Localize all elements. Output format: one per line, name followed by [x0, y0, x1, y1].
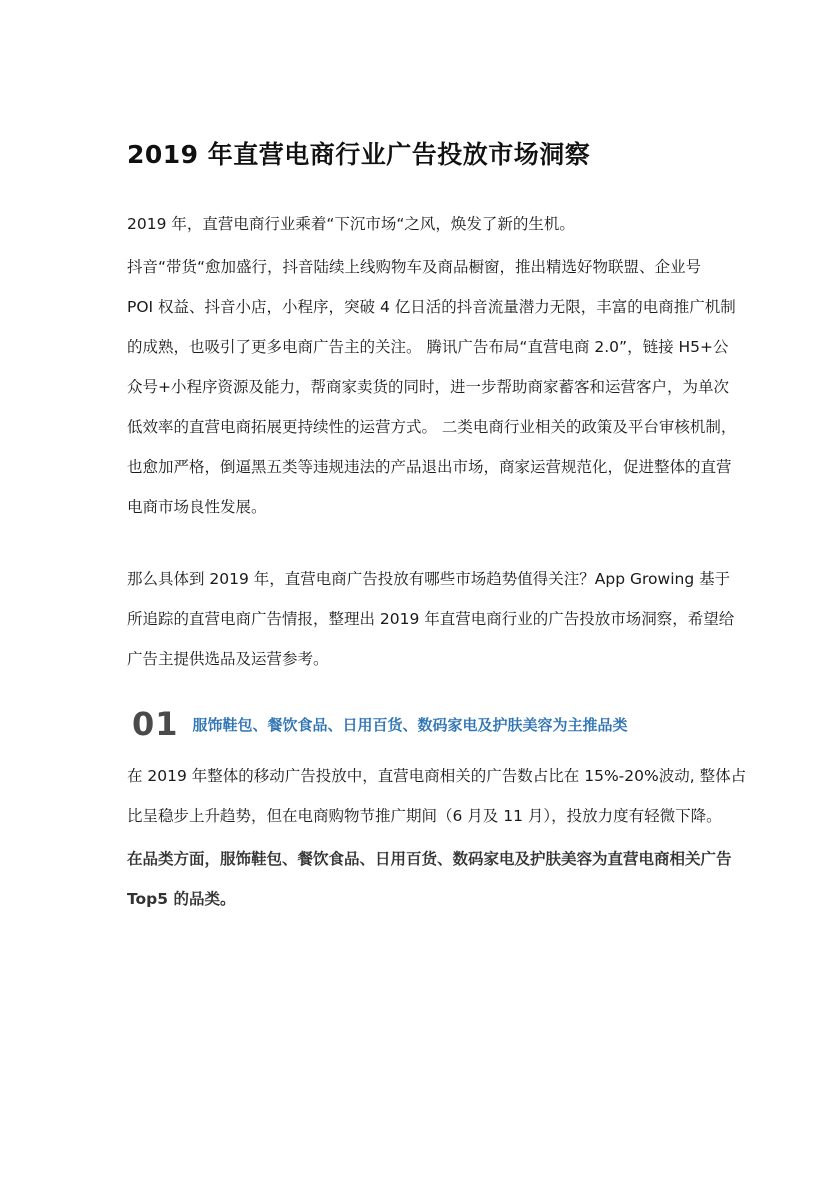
paragraph-line: 比呈稳步上升趋势，但在电商购物节推广期间（6 月及 11 月），投放力度有轻微下降。 [127, 807, 722, 825]
section-heading [132, 700, 628, 748]
paragraph-line: Top5 的品类。 [127, 890, 236, 908]
paragraph-line: 在品类方面，服饰鞋包、餐饮食品、日用百货、数码家电及护肤美容为直营电商相关广告 [127, 850, 732, 868]
paragraph-line: 广告主提供选品及运营参考。 [127, 650, 329, 668]
page-title: 2019 年直营电商行业广告投放市场洞察 [127, 140, 591, 169]
paragraph-line: 电商市场良性发展。 [127, 498, 267, 516]
section-title: 服饰鞋包、餐饮食品、日用百货、数码家电及护肤美容为主推品类 [192, 715, 628, 734]
paragraph-line: 的成熟，也吸引了更多电商广告主的关注。 腾讯广告布局“直营电商 2.0”，链接 H5+公 [127, 338, 729, 356]
paragraph-line: 低效率的直营电商拓展更持续性的运营方式。 二类电商行业相关的政策及平台审核机制， [127, 418, 737, 436]
paragraph-app-growing [127, 559, 735, 679]
section-number: 01 [132, 705, 179, 743]
paragraph-line: 那么具体到 2019 年，直营电商广告投放有哪些市场趋势值得关注？App Growing 基于 [127, 570, 731, 588]
paragraph-line: 所追踪的直营电商广告情报，整理出 2019 年直营电商行业的广告投放市场洞察，希望给 [127, 610, 735, 628]
paragraph-intro [127, 204, 717, 244]
paragraph-line: 在 2019 年整体的移动广告投放中，直营电商相关的广告数占比在 15%-20%波动, 整体占 [127, 767, 747, 785]
paragraph-ad-share [127, 756, 747, 836]
paragraph-line: 抖音“带货“愈加盛行，抖音陆续上线购物车及商品橱窗，推出精选好物联盟、企业号 [127, 258, 702, 276]
paragraph-line: POI 权益、抖音小店，小程序，突破 4 亿日活的抖音流量潜力无限，丰富的电商推广机制 [127, 298, 736, 316]
paragraph-douyin-tencent [127, 247, 737, 527]
paragraph-line: 也愈加严格，倒逼黑五类等违规违法的产品退出市场，商家运营规范化，促进整体的直营 [127, 458, 732, 476]
paragraph-line: 2019 年，直营电商行业乘着“下沉市场“之风，焕发了新的生机。 [127, 215, 575, 233]
paragraph-top5-categories [127, 839, 732, 919]
paragraph-line: 众号+小程序资源及能力，帮商家卖货的同时，进一步帮助商家蓄客和运营客户，为单次 [127, 378, 729, 396]
